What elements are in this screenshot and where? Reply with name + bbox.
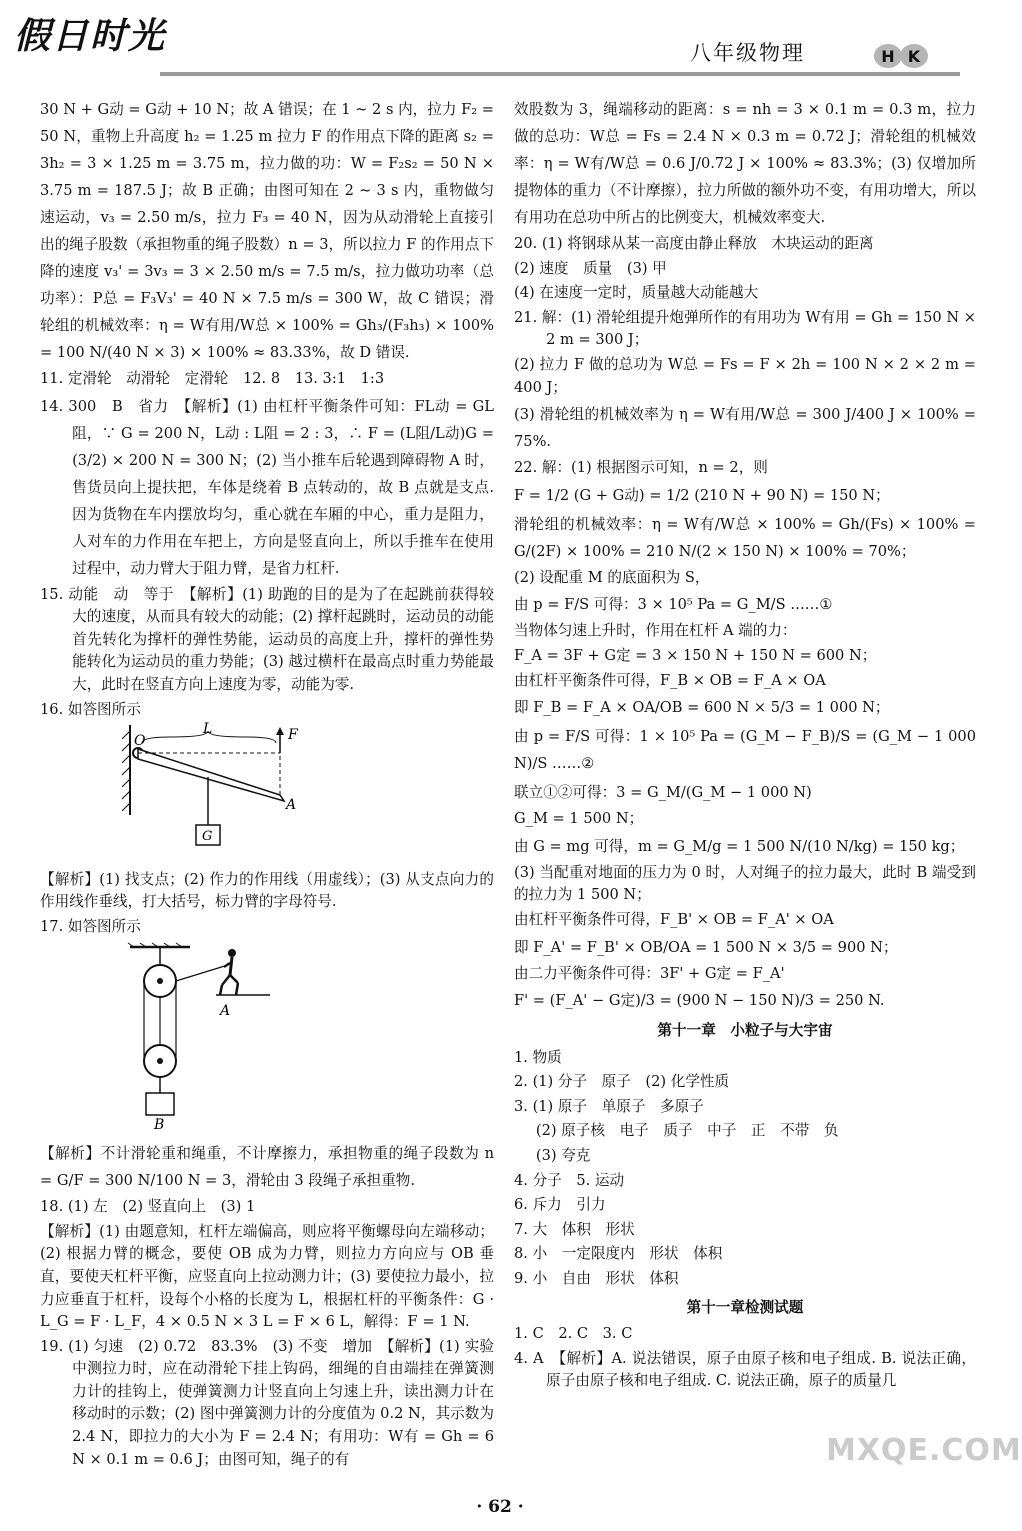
answer-22-line: F' = (F_A' − G定)/3 = (900 N − 150 N)/3 = 250 N. [514, 992, 885, 1010]
header-rule [160, 72, 960, 76]
svg-text:K: K [907, 47, 921, 66]
answer-16: 16. 如答图所示 [40, 700, 141, 718]
answer-16-analysis: 【解析】(1) 找支点；(2) 作力的作用线（用虚线）；(3) 从支点向力的作用线作垂线，打大括号，标力臂的字母符号. [40, 870, 494, 911]
answer-17: 17. 如答图所示 [40, 917, 141, 935]
label-pulley-B: B [154, 1116, 165, 1133]
answer-21-part1: 21. 解：(1) 滑轮组提升炮弹所作的有用功为 W有用 = Gh = 150 N × 2 m = 300 J； [514, 308, 976, 349]
label-L: L [203, 721, 213, 738]
list-item: 1. 物质 [514, 1048, 562, 1066]
answer-22-line: F_A = 3F + G定 = 3 × 150 N + 150 N = 600 N； [514, 646, 877, 664]
answer-11-13: 11. 定滑轮 动滑轮 定滑轮 12. 8 13. 3:1 1:3 [40, 370, 385, 387]
list-item: 2. (1) 分子 原子 (2) 化学性质 [514, 1073, 730, 1091]
answer-15: 15. 动能 动 等于 【解析】(1) 助跑的目的是为了在起跳前获得较大的速度，从而具有较大的动能；(2) 撑杆起跳时，运动员的动能首先转化为撑杆的弹性势能，运动员的高度上升，撑杆的弹性势能转化为运动员的重力势能；(3) 越过横杆在最高点时重力势能最大，此时在竖直方向上速度为零，动能为零. [40, 585, 494, 693]
list-item: (2) 原子核 电子 质子 中子 正 不带 负 [535, 1122, 839, 1140]
answer-21-part3: (3) 滑轮组的机械效率为 η = W有用/W总 = 300 J/400 J × 100% = 75%. [514, 406, 976, 451]
answer-22-line: 即 F_B = F_A × OA/OB = 600 N × 5/3 = 1 000 N； [514, 699, 890, 717]
answer-22-force: F = 1/2 (G + G动) = 1/2 (210 N + 90 N) = 150 N； [514, 486, 890, 504]
answer-19: 19. (1) 匀速 (2) 0.72 83.3% (3) 不变 增加 【解析】(1) 实验中测拉力时，应在动滑轮下挂上钩码，细绳的自由端挂在弹簧测力计的挂钩上，使弹簧测力计竖直向上匀速上升，读出测力计在移动时的示数；(2) 图中弹簧测力计的分度值为 0.2 N，其示数为 2.4 N，即拉力的大小为 F = 2.4 N；有用功：W有 = Gh = 6 N × 0.1 m = 0.6 J；由图可知，绳子的有 [40, 1337, 494, 1468]
list-item: 9. 小 自由 形状 体积 [514, 1270, 679, 1288]
list-item: 3. (1) 原子 单原子 多原子 [514, 1097, 704, 1115]
right-column [514, 96, 976, 1395]
answer-10-continued: 30 N + G动 = G动 + 10 N；故 A 错误；在 1 ~ 2 s 内，拉力 F₂ = 50 N，重物上升高度 h₂ = 1.25 m 拉力 F 的作用点下降的距离 s₂ = 3h₂ = 3 × 1.25 m = 3.75 m，拉力做的功：W = F₂s₂ = 50 N × 3.75 m = 187.5 J；故 B 正确；由图可知在 2 ~ 3 s 内，重物做匀速运动，v₃ = 2.50 m/s，拉力 F₃ = 40 N，因为从动滑轮上直接引出的绳子股数（承担物重的绳子股数）n = 3，所以拉力 F 的作用点下降的速度 v₃' = 3v₃ = 3 × 2.50 m/s = 7.5 m/s，拉力做功功率（总功率）：P总 = F₃V₃' = 40 N × 7.5 m/s = 300 W，故 C 错误；滑轮组的机械效率：η = W有用/W总 × 100% = Gh₃/(F₃h₃) × 100% = 100 N/(40 N × 3) × 100% ≈ 83.33%，故 D 错误. [40, 101, 494, 361]
answer-22-line: 由杠杆平衡条件可得，F_B × OB = F_A × OA [514, 671, 826, 689]
answer-14: 14. 300 B 省力 【解析】(1) 由杠杆平衡条件可知：FL动 = GL阻，∵ G = 200 N，L动 : L阻 = 2 : 3，∴ F = (L阻/L动)G = (3/2) × 200 N = 300 N；(2) 当小推车后轮遇到障碍物 A 时，售货员向上提扶把，车体是绕着 B 点转动的，故 B 点就是支点. 因为货物在车内摆放均匀，重心就在车厢的中心，重力是阻力，人对车的力作用在车把上，方向是竖直向上，所以手推车在使用过程中，动力臂大于阻力臂，是省力杠杆. [40, 397, 494, 577]
left-column [40, 96, 494, 1473]
answer-17-analysis: 【解析】不计滑轮重和绳重，不计摩擦力，承担物重的绳子段数为 n = G/F = 300 N/100 N = 3，滑轮由 3 段绳子承担重物. [40, 1145, 494, 1190]
answer-22-efficiency: 滑轮组的机械效率：η = W有/W总 × 100% = Gh/(Fs) × 100% = G/(2F) × 100% = 210 N/(2 × 150 N) × 100% = 70%； [514, 515, 976, 560]
answer-22-line: 当物体匀速上升时，作用在杠杆 A 端的力： [514, 622, 797, 640]
answer-22-line: 即 F_A' = F_B' × OB/OA = 1 500 N × 3/5 = 900 N； [514, 938, 898, 956]
answer-22-part3: (3) 当配重对地面的压力为 0 时，人对绳子的拉力最大，此时 B 端受到的拉力为 1 500 N； [514, 863, 976, 904]
label-G: G [202, 829, 213, 845]
lever-diagram [120, 721, 310, 857]
answer-22-intro: 22. 解：(1) 根据图示可知，n = 2，则 [514, 459, 768, 477]
answer-18-analysis: 【解析】(1) 由题意知，杠杆左端偏高，则应将平衡螺母向左端移动；(2) 根据力臂的概念，要使 OB 成为力臂，则拉力方向应与 OB 垂直，要使天杠杆平衡，应竖直向上拉动测力计；(3) 要使拉力最小，拉力应垂直于杠杆，设每个小格的长度为 L，根据杠杆的平衡条件：G · L_G = F · L_F，4 × 0.5 N × 3 L = F × 6 L，解得：F = 1 N. [40, 1222, 494, 1331]
answer-22-part2: (2) 设配重 M 的底面积为 S， [514, 568, 710, 586]
page-header [0, 0, 1000, 92]
answer-20-part4: (4) 在速度一定时，质量越大动能越大 [514, 284, 759, 302]
chapter-11-heading: 第十一章 小粒子与大宇宙 [657, 1022, 833, 1040]
chapter-11-test-heading: 第十一章检测试题 [686, 1298, 804, 1316]
label-A: A [286, 797, 297, 814]
label-F: F [288, 727, 298, 744]
answer-22-eq1: 由 p = F/S 可得：3 × 10⁵ Pa = G_M/S ……① [514, 596, 833, 614]
answer-22-line: 由二力平衡条件可得：3F' + G定 = F_A' [514, 964, 785, 982]
pulley-diagram [120, 943, 300, 1133]
list-item: 4. 分子 5. 运动 [514, 1171, 625, 1189]
edition-badge-icon [872, 42, 932, 70]
list-item: 7. 大 体积 形状 [514, 1220, 635, 1238]
list-item: (3) 夸克 [535, 1147, 591, 1165]
label-pulley-A: A [220, 1002, 231, 1019]
answer-22-line: G_M = 1 500 N； [514, 810, 644, 828]
subject-title: 八年级物理 [690, 41, 805, 65]
list-item: 1. C 2. C 3. C [514, 1325, 633, 1343]
brand-logo: 假日时光 [14, 16, 167, 57]
watermark-logo: MXQE.COM [826, 1433, 1022, 1468]
answer-22-eq2: 由 p = F/S 可得：1 × 10⁵ Pa = (G_M − F_B)/S = (G_M − 1 000 N)/S ……② [514, 728, 976, 773]
answer-20-part2: (2) 速度 质量 (3) 甲 [514, 259, 667, 277]
page-number: · 62 · [476, 1497, 524, 1517]
list-item: 8. 小 一定限度内 形状 体积 [514, 1245, 723, 1263]
list-item: 4. A 【解析】A. 说法错误，原子由原子核和电子组成. B. 说法正确，原子由原子核和电子组成. C. 说法正确，原子的质量几 [514, 1349, 976, 1390]
list-item: 6. 斥力 引力 [514, 1196, 606, 1214]
answer-19-continued: 效股数为 3，绳端移动的距离：s = nh = 3 × 0.1 m = 0.3 m，拉力做的总功：W总 = Fs = 2.4 N × 0.3 m = 0.72 J；滑轮组的机械效率：η = W有/W总 = 0.6 J/0.72 J × 100% ≈ 83.3%；(3) 仅增加所提物体的重力（不计摩擦），拉力所做的额外功不变，有用功增大，所以有用功在总功中所占的比例变大，机械效率变大. [514, 101, 976, 226]
answer-18: 18. (1) 左 (2) 竖直向上 (3) 1 [40, 1198, 256, 1216]
answer-21-part2: (2) 拉力 F 做的总功为 W总 = Fs = F × 2h = 100 N × 2 × 2 m = 400 J； [514, 355, 976, 396]
answer-22-line: 联立①②可得：3 = G_M/(G_M − 1 000 N) [514, 784, 812, 802]
answer-22-line: 由杠杆平衡条件可得，F_B' × OB = F_A' × OA [514, 910, 834, 928]
label-O: O [134, 733, 146, 750]
answer-20: 20. (1) 将钢球从某一高度由静止释放 木块运动的距离 [514, 235, 874, 252]
svg-text:H: H [881, 47, 895, 66]
answer-22-line: 由 G = mg 可得，m = G_M/g = 1 500 N/(10 N/kg) = 150 kg； [514, 837, 965, 855]
